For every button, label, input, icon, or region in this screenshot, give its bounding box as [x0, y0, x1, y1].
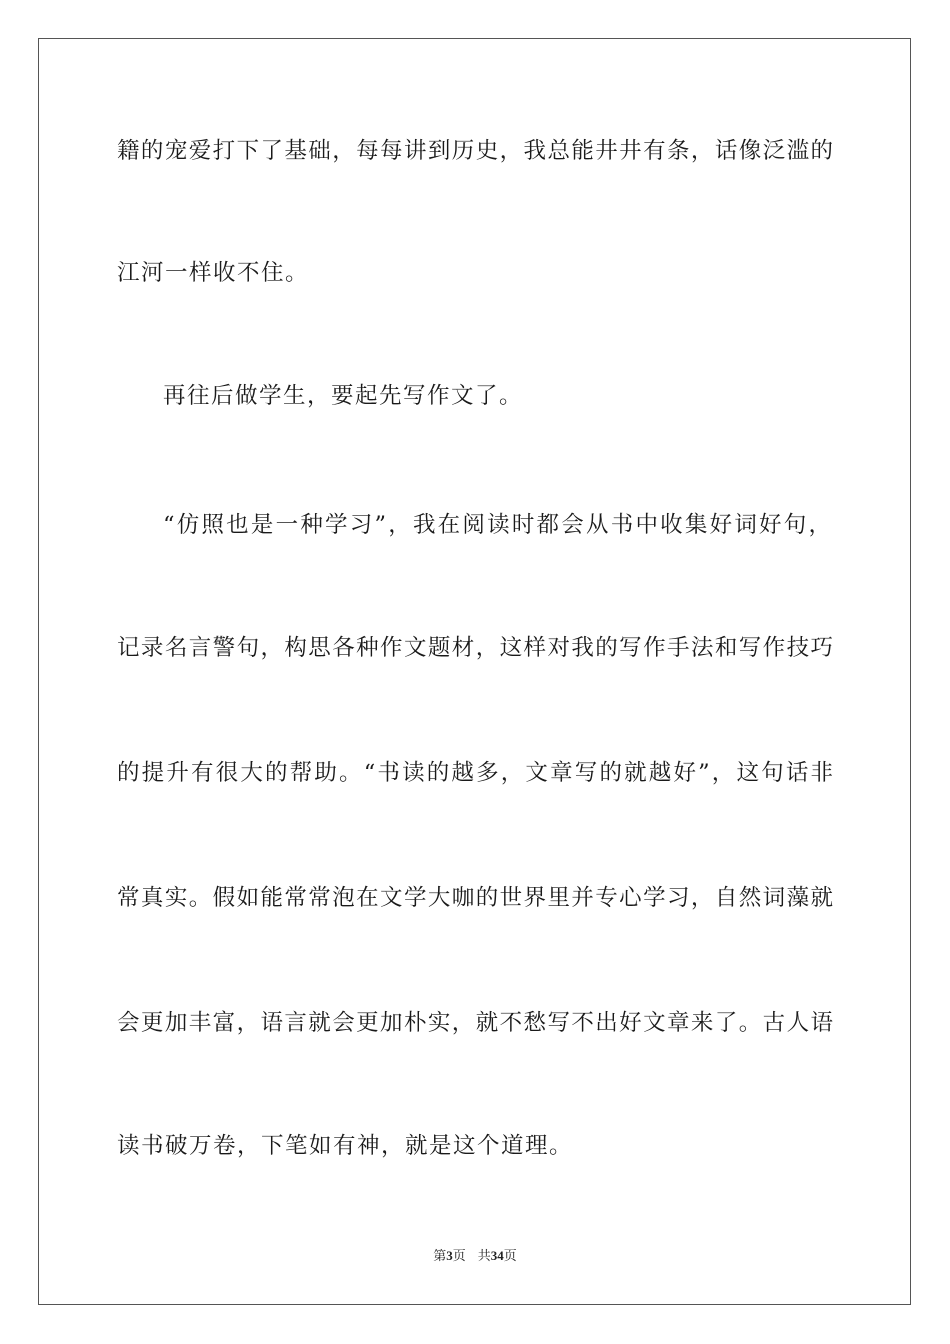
page-border [38, 38, 911, 1305]
text-line: 记录名言警句，构思各种作文题材，这样对我的写作手法和写作技巧 [117, 635, 833, 661]
page-footer [0, 1247, 950, 1265]
text-line: 常真实。假如能常常泡在文学大咖的世界里并专心学习，自然词藻就 [117, 885, 833, 911]
page-number: 3 [446, 1248, 453, 1263]
text-line: 再往后做学生，要起先写作文了。 [163, 383, 524, 409]
text-line: 的提升有很大的帮助。“书读的越多，文章写的就越好”，这句话非 [117, 760, 833, 786]
page-suffix: 页 [452, 1248, 466, 1263]
text-line: 读书破万卷，下笔如有神，就是这个道理。 [117, 1133, 574, 1159]
text-line: 江河一样收不住。 [117, 260, 310, 286]
total-prefix: 共 [477, 1248, 491, 1263]
total-suffix: 页 [503, 1248, 517, 1263]
page-prefix: 第 [433, 1248, 447, 1263]
text-line: 籍的宠爱打下了基础，每每讲到历史，我总能井井有条，话像泛滥的 [117, 138, 833, 164]
total-pages: 34 [490, 1248, 504, 1263]
text-line: “仿照也是一种学习”，我在阅读时都会从书中收集好词好句， [163, 512, 831, 538]
text-line: 会更加丰富，语言就会更加朴实，就不愁写不出好文章来了。古人语 [117, 1010, 833, 1036]
